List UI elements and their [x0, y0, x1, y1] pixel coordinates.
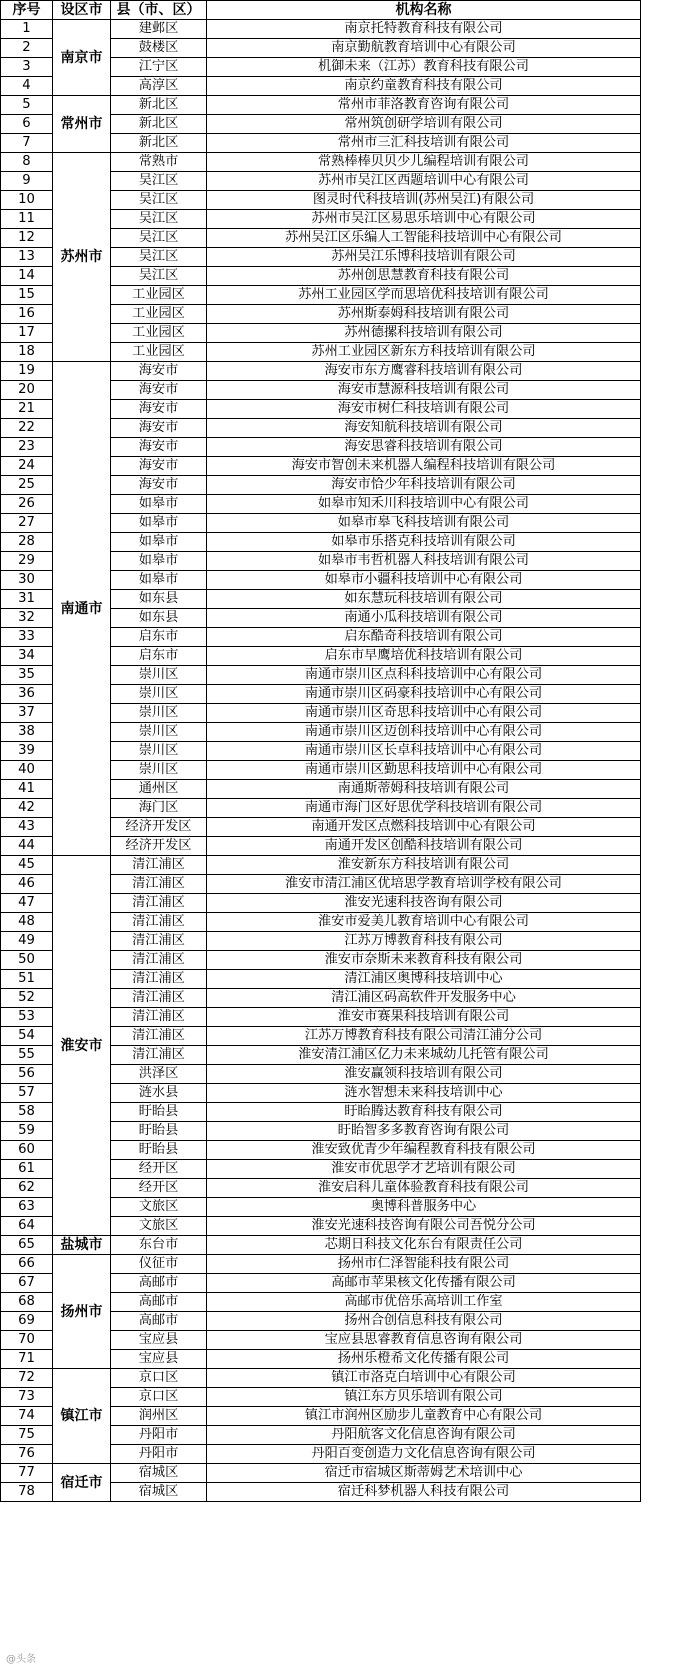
row-number: 8	[1, 153, 53, 172]
institution-name: 如皋市小疆科技培训中心有限公司	[207, 571, 641, 590]
row-number: 44	[1, 837, 53, 856]
county-cell: 清江浦区	[111, 1008, 207, 1027]
institution-name: 淮安光速科技咨询有限公司	[207, 894, 641, 913]
county-cell: 崇川区	[111, 723, 207, 742]
institution-name: 南通开发区创酷科技培训有限公司	[207, 837, 641, 856]
row-number: 70	[1, 1331, 53, 1350]
institution-name: 宿迁科梦机器人科技有限公司	[207, 1483, 641, 1502]
county-cell: 清江浦区	[111, 1046, 207, 1065]
county-cell: 工业园区	[111, 305, 207, 324]
county-cell: 涟水县	[111, 1084, 207, 1103]
row-number: 34	[1, 647, 53, 666]
county-cell: 崇川区	[111, 666, 207, 685]
row-number: 55	[1, 1046, 53, 1065]
table-row	[1, 362, 641, 381]
institution-name: 涟水智想未来科技培训中心	[207, 1084, 641, 1103]
row-number: 42	[1, 799, 53, 818]
row-number: 59	[1, 1122, 53, 1141]
institution-name: 图灵时代科技培训(苏州吴江)有限公司	[207, 191, 641, 210]
table-row	[1, 20, 641, 39]
row-number: 72	[1, 1369, 53, 1388]
county-cell: 丹阳市	[111, 1445, 207, 1464]
county-cell: 崇川区	[111, 704, 207, 723]
county-cell: 经济开发区	[111, 837, 207, 856]
county-cell: 海安市	[111, 438, 207, 457]
institution-name: 宝应县思睿教育信息咨询有限公司	[207, 1331, 641, 1350]
row-number: 15	[1, 286, 53, 305]
institution-name: 苏州吴江区乐编人工智能科技培训中心有限公司	[207, 229, 641, 248]
row-number: 58	[1, 1103, 53, 1122]
institution-name: 芯期日科技文化东台有限责任公司	[207, 1236, 641, 1255]
county-cell: 高邮市	[111, 1274, 207, 1293]
institution-name: 扬州乐橙希文化传播有限公司	[207, 1350, 641, 1369]
row-number: 51	[1, 970, 53, 989]
county-cell: 新北区	[111, 134, 207, 153]
row-number: 22	[1, 419, 53, 438]
row-number: 27	[1, 514, 53, 533]
row-number: 25	[1, 476, 53, 495]
county-cell: 清江浦区	[111, 913, 207, 932]
institution-name: 如东慧玩科技培训有限公司	[207, 590, 641, 609]
institution-name: 常州市三汇科技培训有限公司	[207, 134, 641, 153]
county-cell: 宝应县	[111, 1331, 207, 1350]
county-cell: 高邮市	[111, 1293, 207, 1312]
header-number: 序号	[1, 1, 53, 20]
county-cell: 吴江区	[111, 191, 207, 210]
county-cell: 清江浦区	[111, 856, 207, 875]
row-number: 1	[1, 20, 53, 39]
city-cell: 苏州市	[53, 153, 111, 362]
county-cell: 工业园区	[111, 343, 207, 362]
county-cell: 吴江区	[111, 267, 207, 286]
county-cell: 盱眙县	[111, 1122, 207, 1141]
city-cell: 南通市	[53, 362, 111, 856]
county-cell: 清江浦区	[111, 894, 207, 913]
county-cell: 清江浦区	[111, 951, 207, 970]
institution-name: 苏州吴江乐博科技培训有限公司	[207, 248, 641, 267]
institution-name: 清江浦区奥博科技培训中心	[207, 970, 641, 989]
county-cell: 海安市	[111, 457, 207, 476]
row-number: 41	[1, 780, 53, 799]
county-cell: 崇川区	[111, 761, 207, 780]
county-cell: 吴江区	[111, 248, 207, 267]
city-cell: 常州市	[53, 96, 111, 153]
institution-name: 苏州创思慧教育科技有限公司	[207, 267, 641, 286]
row-number: 23	[1, 438, 53, 457]
row-number: 35	[1, 666, 53, 685]
institution-name: 盱眙腾达教育科技有限公司	[207, 1103, 641, 1122]
county-cell: 启东市	[111, 647, 207, 666]
county-cell: 如东县	[111, 590, 207, 609]
institution-name: 苏州斯泰姆科技培训有限公司	[207, 305, 641, 324]
institution-name: 南京勤航教育培训中心有限公司	[207, 39, 641, 58]
institution-name: 南京约童教育科技有限公司	[207, 77, 641, 96]
county-cell: 新北区	[111, 115, 207, 134]
institution-name: 淮安市优思学才艺培训有限公司	[207, 1160, 641, 1179]
institution-name: 如皋市知禾川科技培训中心有限公司	[207, 495, 641, 514]
table-row	[1, 1255, 641, 1274]
row-number: 47	[1, 894, 53, 913]
institution-name: 南通市崇川区长卓科技培训中心有限公司	[207, 742, 641, 761]
row-number: 48	[1, 913, 53, 932]
row-number: 4	[1, 77, 53, 96]
row-number: 36	[1, 685, 53, 704]
row-number: 7	[1, 134, 53, 153]
table-row	[1, 1464, 641, 1483]
row-number: 26	[1, 495, 53, 514]
row-number: 77	[1, 1464, 53, 1483]
row-number: 46	[1, 875, 53, 894]
row-number: 54	[1, 1027, 53, 1046]
table-row	[1, 1236, 641, 1255]
row-number: 37	[1, 704, 53, 723]
row-number: 39	[1, 742, 53, 761]
row-number: 67	[1, 1274, 53, 1293]
county-cell: 高邮市	[111, 1312, 207, 1331]
institution-name: 高邮市优倍乐高培训工作室	[207, 1293, 641, 1312]
institution-name: 江苏万博教育科技有限公司	[207, 932, 641, 951]
row-number: 2	[1, 39, 53, 58]
institution-name: 扬州市仁泽智能科技有限公司	[207, 1255, 641, 1274]
institution-name: 海安市东方鹰睿科技培训有限公司	[207, 362, 641, 381]
county-cell: 宿城区	[111, 1464, 207, 1483]
institution-name: 淮安市清江浦区优培思学教育培训学校有限公司	[207, 875, 641, 894]
city-cell: 扬州市	[53, 1255, 111, 1369]
institution-name: 海安知航科技培训有限公司	[207, 419, 641, 438]
institution-name: 苏州市吴江区西题培训中心有限公司	[207, 172, 641, 191]
row-number: 73	[1, 1388, 53, 1407]
row-number: 6	[1, 115, 53, 134]
county-cell: 丹阳市	[111, 1426, 207, 1445]
county-cell: 海门区	[111, 799, 207, 818]
row-number: 66	[1, 1255, 53, 1274]
row-number: 38	[1, 723, 53, 742]
institution-name: 常州筑创研学培训有限公司	[207, 115, 641, 134]
county-cell: 吴江区	[111, 229, 207, 248]
row-number: 56	[1, 1065, 53, 1084]
row-number: 18	[1, 343, 53, 362]
institution-name: 海安市智创未来机器人编程科技培训有限公司	[207, 457, 641, 476]
row-number: 52	[1, 989, 53, 1008]
institution-name: 奥博科普服务中心	[207, 1198, 641, 1217]
county-cell: 海安市	[111, 476, 207, 495]
county-cell: 清江浦区	[111, 1027, 207, 1046]
institution-name: 苏州工业园区学而思培优科技培训有限公司	[207, 286, 641, 305]
institution-name: 淮安光速科技咨询有限公司吾悦分公司	[207, 1217, 641, 1236]
institution-name: 宿迁市宿城区斯蒂姆艺术培训中心	[207, 1464, 641, 1483]
county-cell: 崇川区	[111, 742, 207, 761]
institution-name: 机御未来（江苏）教育科技有限公司	[207, 58, 641, 77]
institution-name: 淮安市奈斯未来教育科技有限公司	[207, 951, 641, 970]
county-cell: 高淳区	[111, 77, 207, 96]
row-number: 69	[1, 1312, 53, 1331]
institution-name: 淮安市赛果科技培训有限公司	[207, 1008, 641, 1027]
row-number: 12	[1, 229, 53, 248]
county-cell: 如东县	[111, 609, 207, 628]
county-cell: 工业园区	[111, 286, 207, 305]
row-number: 61	[1, 1160, 53, 1179]
county-cell: 建邺区	[111, 20, 207, 39]
header-city: 设区市	[53, 1, 111, 20]
city-cell: 宿迁市	[53, 1464, 111, 1502]
county-cell: 文旅区	[111, 1217, 207, 1236]
row-number: 64	[1, 1217, 53, 1236]
row-number: 9	[1, 172, 53, 191]
row-number: 57	[1, 1084, 53, 1103]
institution-name: 丹阳百变创造力文化信息咨询有限公司	[207, 1445, 641, 1464]
row-number: 11	[1, 210, 53, 229]
institution-name: 淮安启科儿童体验教育科技有限公司	[207, 1179, 641, 1198]
institution-name: 如皋市乐搭克科技培训有限公司	[207, 533, 641, 552]
header-county: 县（市、区）	[111, 1, 207, 20]
institution-name: 淮安致优青少年编程教育科技有限公司	[207, 1141, 641, 1160]
row-number: 17	[1, 324, 53, 343]
county-cell: 京口区	[111, 1369, 207, 1388]
table-row	[1, 1369, 641, 1388]
institution-name: 南通开发区点燃科技培训中心有限公司	[207, 818, 641, 837]
institution-name: 南通市崇川区勤思科技培训中心有限公司	[207, 761, 641, 780]
institution-name: 苏州德摞科技培训有限公司	[207, 324, 641, 343]
row-number: 60	[1, 1141, 53, 1160]
county-cell: 崇川区	[111, 685, 207, 704]
institution-name: 扬州合创信息科技有限公司	[207, 1312, 641, 1331]
header-row	[1, 1, 641, 20]
county-cell: 海安市	[111, 381, 207, 400]
institution-name: 启东酷奇科技培训有限公司	[207, 628, 641, 647]
row-number: 3	[1, 58, 53, 77]
institution-name: 南通小瓜科技培训有限公司	[207, 609, 641, 628]
institution-name: 淮安新东方科技培训有限公司	[207, 856, 641, 875]
county-cell: 通州区	[111, 780, 207, 799]
institution-name: 南京托特教育科技有限公司	[207, 20, 641, 39]
row-number: 19	[1, 362, 53, 381]
city-cell: 盐城市	[53, 1236, 111, 1255]
institution-name: 南通市崇川区码豪科技培训中心有限公司	[207, 685, 641, 704]
city-cell: 南京市	[53, 20, 111, 96]
county-cell: 江宁区	[111, 58, 207, 77]
row-number: 71	[1, 1350, 53, 1369]
county-cell: 鼓楼区	[111, 39, 207, 58]
institution-name: 常熟棒棒贝贝少儿编程培训有限公司	[207, 153, 641, 172]
row-number: 21	[1, 400, 53, 419]
institution-name: 如皋市韦哲机器人科技培训有限公司	[207, 552, 641, 571]
county-cell: 吴江区	[111, 210, 207, 229]
county-cell: 文旅区	[111, 1198, 207, 1217]
row-number: 5	[1, 96, 53, 115]
city-cell: 淮安市	[53, 856, 111, 1236]
county-cell: 经开区	[111, 1160, 207, 1179]
institution-name: 南通斯蒂姆科技培训有限公司	[207, 780, 641, 799]
county-cell: 海安市	[111, 419, 207, 438]
county-cell: 经济开发区	[111, 818, 207, 837]
institution-name: 镇江市洛克白培训中心有限公司	[207, 1369, 641, 1388]
institution-name: 南通市崇川区迈创科技培训中心有限公司	[207, 723, 641, 742]
row-number: 28	[1, 533, 53, 552]
institution-name: 清江浦区码高软件开发服务中心	[207, 989, 641, 1008]
county-cell: 如皋市	[111, 514, 207, 533]
row-number: 10	[1, 191, 53, 210]
row-number: 62	[1, 1179, 53, 1198]
row-number: 74	[1, 1407, 53, 1426]
county-cell: 仪征市	[111, 1255, 207, 1274]
institution-name: 海安思睿科技培训有限公司	[207, 438, 641, 457]
county-cell: 宿城区	[111, 1483, 207, 1502]
county-cell: 清江浦区	[111, 970, 207, 989]
institution-name: 高邮市苹果核文化传播有限公司	[207, 1274, 641, 1293]
county-cell: 润州区	[111, 1407, 207, 1426]
institution-name: 如皋市皋飞科技培训有限公司	[207, 514, 641, 533]
institution-name: 盱眙智多多教育咨询有限公司	[207, 1122, 641, 1141]
row-number: 16	[1, 305, 53, 324]
row-number: 68	[1, 1293, 53, 1312]
county-cell: 新北区	[111, 96, 207, 115]
county-cell: 盱眙县	[111, 1103, 207, 1122]
county-cell: 宝应县	[111, 1350, 207, 1369]
row-number: 29	[1, 552, 53, 571]
institution-name: 丹阳航客文化信息咨询有限公司	[207, 1426, 641, 1445]
row-number: 32	[1, 609, 53, 628]
institution-name: 江苏万博教育科技有限公司清江浦分公司	[207, 1027, 641, 1046]
county-cell: 如皋市	[111, 571, 207, 590]
institution-name: 南通市海门区好思优学科技培训有限公司	[207, 799, 641, 818]
county-cell: 吴江区	[111, 172, 207, 191]
county-cell: 东台市	[111, 1236, 207, 1255]
county-cell: 清江浦区	[111, 932, 207, 951]
row-number: 63	[1, 1198, 53, 1217]
table-row	[1, 856, 641, 875]
table-row	[1, 153, 641, 172]
institution-name: 南通市崇川区奇思科技培训中心有限公司	[207, 704, 641, 723]
county-cell: 如皋市	[111, 495, 207, 514]
institution-name: 海安市树仁科技培训有限公司	[207, 400, 641, 419]
table-body	[1, 20, 641, 1502]
row-number: 75	[1, 1426, 53, 1445]
county-cell: 清江浦区	[111, 989, 207, 1008]
table-row	[1, 96, 641, 115]
county-cell: 工业园区	[111, 324, 207, 343]
institution-name: 苏州市吴江区易思乐培训中心有限公司	[207, 210, 641, 229]
county-cell: 海安市	[111, 362, 207, 381]
header-institution: 机构名称	[207, 1, 641, 20]
city-cell: 镇江市	[53, 1369, 111, 1464]
row-number: 49	[1, 932, 53, 951]
row-number: 31	[1, 590, 53, 609]
institution-name: 镇江市润州区励步儿童教育中心有限公司	[207, 1407, 641, 1426]
row-number: 13	[1, 248, 53, 267]
row-number: 76	[1, 1445, 53, 1464]
institution-name: 淮安市爱美儿教育培训中心有限公司	[207, 913, 641, 932]
county-cell: 如皋市	[111, 552, 207, 571]
row-number: 14	[1, 267, 53, 286]
institution-name: 南通市崇川区点科科技培训中心有限公司	[207, 666, 641, 685]
county-cell: 洪泽区	[111, 1065, 207, 1084]
watermark: @头条	[6, 1654, 36, 1665]
institution-name: 常州市菲洛教育咨询有限公司	[207, 96, 641, 115]
row-number: 45	[1, 856, 53, 875]
row-number: 43	[1, 818, 53, 837]
institution-name: 镇江东方贝乐培训有限公司	[207, 1388, 641, 1407]
institution-name: 苏州工业园区新东方科技培训有限公司	[207, 343, 641, 362]
row-number: 24	[1, 457, 53, 476]
row-number: 65	[1, 1236, 53, 1255]
county-cell: 盱眙县	[111, 1141, 207, 1160]
county-cell: 常熟市	[111, 153, 207, 172]
row-number: 53	[1, 1008, 53, 1027]
row-number: 30	[1, 571, 53, 590]
row-number: 33	[1, 628, 53, 647]
institution-name: 启东市早鹰培优科技培训有限公司	[207, 647, 641, 666]
row-number: 20	[1, 381, 53, 400]
institution-name: 淮安赢领科技培训有限公司	[207, 1065, 641, 1084]
county-cell: 京口区	[111, 1388, 207, 1407]
county-cell: 海安市	[111, 400, 207, 419]
county-cell: 启东市	[111, 628, 207, 647]
institution-name: 海安市慧源科技培训有限公司	[207, 381, 641, 400]
institution-name: 淮安清江浦区亿力未来城幼儿托管有限公司	[207, 1046, 641, 1065]
row-number: 78	[1, 1483, 53, 1502]
institution-name: 海安市恰少年科技培训有限公司	[207, 476, 641, 495]
county-cell: 经开区	[111, 1179, 207, 1198]
row-number: 40	[1, 761, 53, 780]
row-number: 50	[1, 951, 53, 970]
county-cell: 如皋市	[111, 533, 207, 552]
county-cell: 清江浦区	[111, 875, 207, 894]
